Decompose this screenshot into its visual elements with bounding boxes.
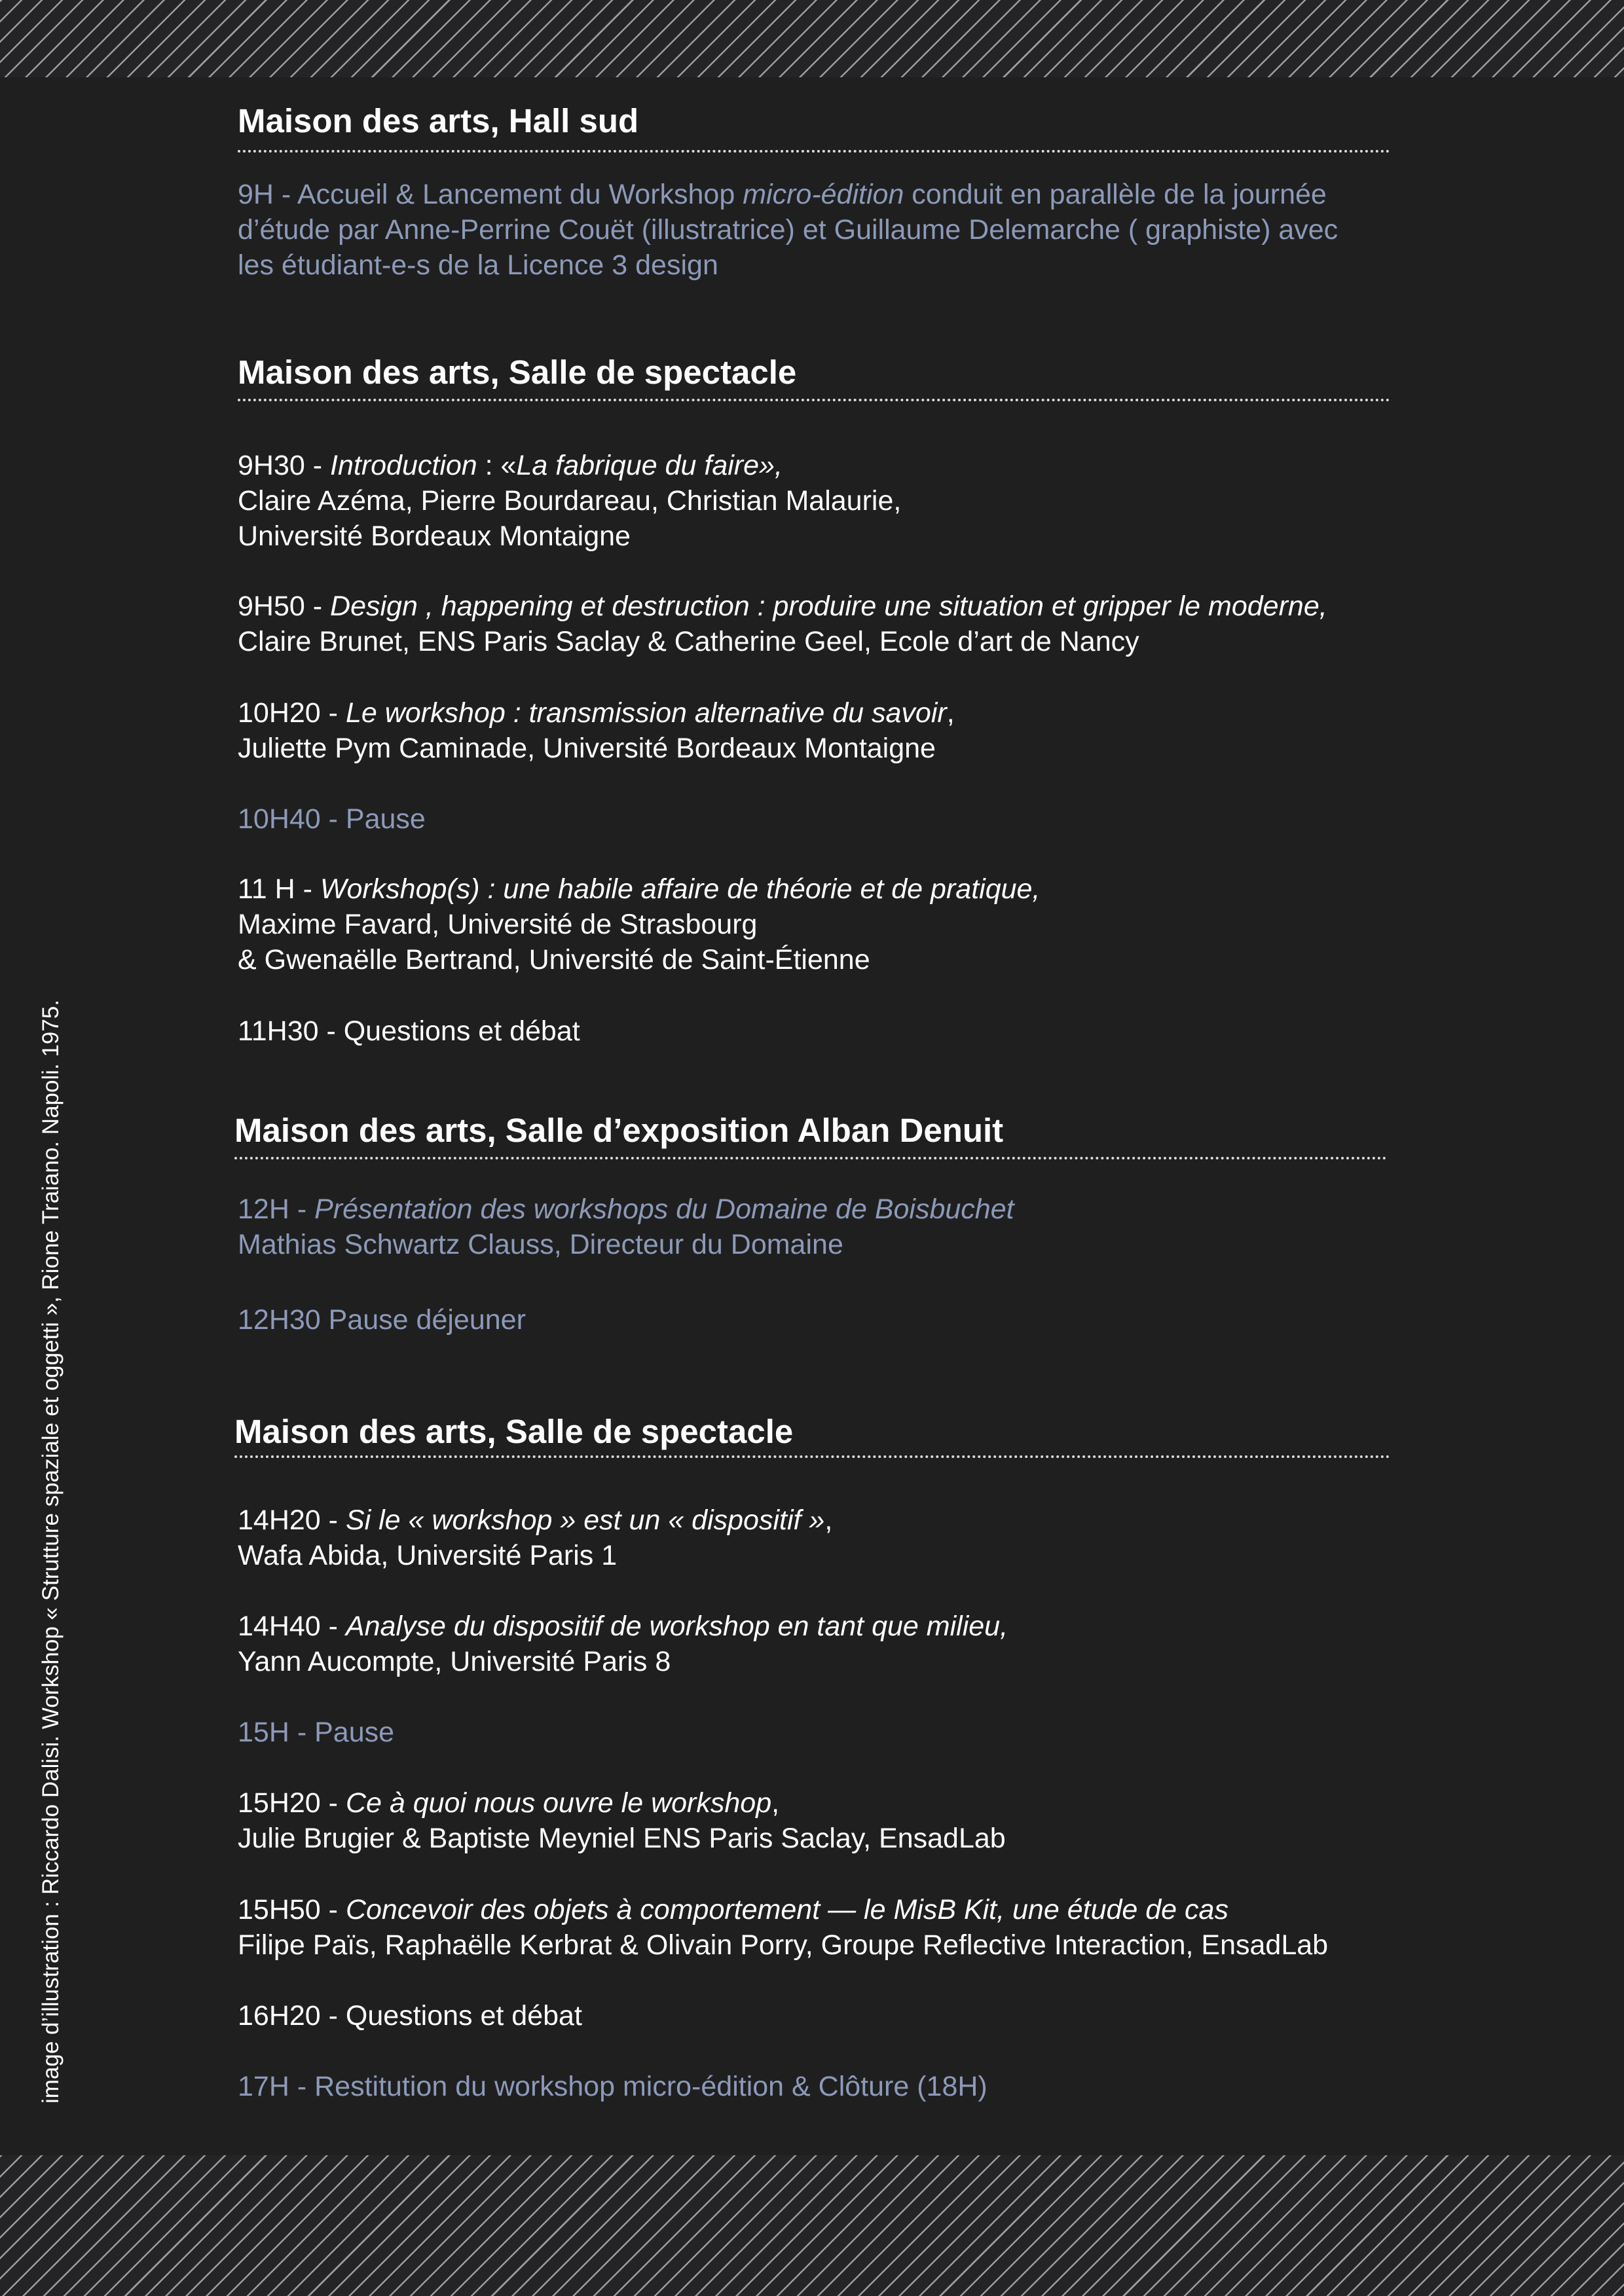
section-heading-hall-sud: Maison des arts, Hall sud [238, 102, 639, 139]
section-divider [234, 1157, 1387, 1159]
section-heading-salle-spectacle-afternoon: Maison des arts, Salle de spectacle [234, 1413, 794, 1450]
schedule-entry-12h: 12H - Présentation des workshops du Domaine de Boisbuchet Mathias Schwartz Clauss, Directeur du Domaine [238, 1194, 1014, 1260]
illustration-credit: image d’illustration : Riccardo Dalisi. Workshop « Strutture spaziale et oggetti », Rione Traiano. Napoli. 1975. [38, 999, 64, 2104]
schedule-entry-15h-pause: 15H - Pause [238, 1717, 395, 1748]
schedule-entry-15h50: 15H50 - Concevoir des objets à comportement — le MisB Kit, une étude de cas Filipe Païs, Raphaëlle Kerbrat & Olivain Porry, Groupe Reflective Interaction, EnsadLab [238, 1894, 1329, 1961]
schedule-entry-9h: 9H - Accueil & Lancement du Workshop micro-édition conduit en parallèle de la journée d’étude par Anne-Perrine Couët (illustratrice) et Guillaume Delemarche ( graphiste) avec les étudiant-e-s de la Licence 3 design [238, 179, 1338, 281]
schedule-entry-11h30: 11H30 - Questions et débat [238, 1015, 580, 1047]
bottom-hatch-band [0, 2155, 1624, 2296]
schedule-entry-17h-closing: 17H - Restitution du workshop micro-édition & Clôture (18H) [238, 2071, 987, 2102]
schedule-entry-15h20: 15H20 - Ce à quoi nous ouvre le workshop, Julie Brugier & Baptiste Meyniel ENS Paris Saclay, EnsadLab [238, 1787, 1006, 1854]
schedule-entry-9h50: 9H50 - Design , happening et destruction : produire une situation et gripper le moderne, Claire Brunet, ENS Paris Saclay & Catherine Geel, Ecole d’art de Nancy [238, 591, 1327, 657]
schedule-entry-9h30: 9H30 - Introduction : «La fabrique du faire», Claire Azéma, Pierre Bourdareau, Christian Malaurie, Université Bordeaux Montaigne [238, 450, 902, 552]
schedule-entry-10h40-pause: 10H40 - Pause [238, 803, 426, 835]
schedule-entry-12h30-lunch: 12H30 Pause déjeuner [238, 1304, 526, 1336]
schedule-entry-10h20: 10H20 - Le workshop : transmission alternative du savoir, Juliette Pym Caminade, Université Bordeaux Montaigne [238, 697, 955, 764]
schedule-entry-11h: 11 H - Workshop(s) : une habile affaire de théorie et de pratique, Maxime Favard, Université de Strasbourg & Gwenaëlle Bertrand, Université de Saint-Étienne [238, 873, 1041, 975]
section-divider [238, 399, 1390, 401]
section-divider [238, 150, 1390, 153]
section-heading-salle-spectacle-morning: Maison des arts, Salle de spectacle [238, 354, 797, 391]
section-heading-salle-exposition: Maison des arts, Salle d’exposition Alban Denuit [234, 1112, 1004, 1149]
schedule-entry-16h20: 16H20 - Questions et débat [238, 2000, 582, 2032]
schedule-entry-14h40: 14H40 - Analyse du dispositif de workshop en tant que milieu, Yann Aucompte, Université Paris 8 [238, 1611, 1008, 1677]
schedule-entry-14h20: 14H20 - Si le « workshop » est un « dispositif », Wafa Abida, Université Paris 1 [238, 1504, 833, 1571]
section-divider [234, 1455, 1390, 1458]
top-hatch-band [0, 0, 1624, 77]
